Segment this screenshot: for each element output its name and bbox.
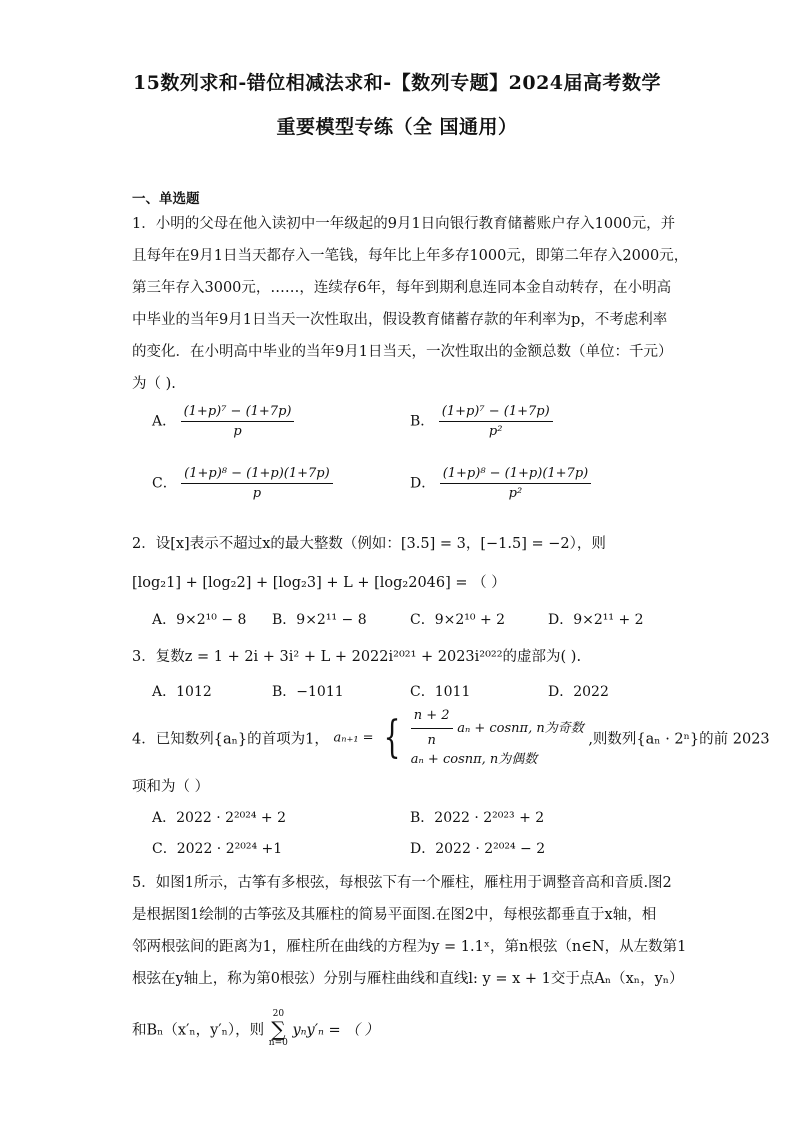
option-text: 2022 · 2²⁰²³ + 2: [434, 810, 545, 826]
option-text: 9×2¹⁰ + 2: [434, 612, 506, 628]
option-text: −1011: [296, 684, 344, 700]
q3-option-d[interactable]: [548, 681, 609, 701]
left-brace-icon: {: [383, 711, 401, 763]
option-label: C．: [410, 612, 435, 628]
q3-option-c[interactable]: [410, 681, 470, 701]
q4-recurrence-lhs: aₙ₊₁ =: [333, 730, 374, 746]
q2-option-b[interactable]: [272, 609, 367, 629]
fraction-numerator: (1+p)⁸ − (1+p)(1+7p): [440, 466, 592, 484]
fraction-denominator: p²: [488, 424, 503, 439]
option-label: C．: [152, 841, 177, 857]
q4-option-a[interactable]: [152, 807, 286, 827]
option-text: 1011: [434, 684, 471, 700]
sum-upper-limit: 20: [272, 1009, 285, 1019]
option-text: 2022: [573, 684, 609, 700]
option-label: A．: [152, 413, 177, 430]
q4-option-c[interactable]: [152, 838, 282, 858]
case-odd-text: aₙ + cosnπ, n为奇数: [457, 721, 584, 736]
option-label: D．: [548, 684, 574, 700]
q1-option-c[interactable]: [152, 466, 333, 501]
q1-line-1: 1．小明的父母在他入读初中一年级起的9月1日向银行教育储蓄账户存入1000元，并: [132, 216, 676, 232]
fraction-denominator: p: [252, 486, 262, 501]
fraction-denominator: p: [233, 424, 242, 439]
option-text: 9×2¹¹ − 8: [296, 612, 367, 628]
fraction-numerator: n + 2: [411, 706, 453, 729]
q4-suffix: ,则数列{aₙ · 2ⁿ}的前 2023: [588, 731, 770, 748]
section-heading: 一、单选题: [132, 191, 200, 207]
fraction-denominator: n: [427, 732, 436, 748]
option-label: D．: [548, 612, 574, 628]
summation-icon: [269, 1010, 288, 1048]
q2-line-1: 2．设[x]表示不超过x的最大整数（例如：[3.5] = 3，[−1.5] = −2），则: [132, 536, 606, 552]
option-label: D．: [410, 475, 436, 492]
q2-option-d[interactable]: [548, 609, 644, 629]
q1-option-b[interactable]: [410, 404, 553, 439]
q5-line-2: 是根据图1绘制的古筝弦及其雁柱的简易平面图.在图2中，每根弦都垂直于x轴，相: [132, 907, 657, 923]
fraction-denominator: p²: [508, 486, 523, 501]
option-text: 2022 · 2²⁰²⁴ − 2: [435, 841, 546, 857]
option-fraction: [440, 466, 592, 501]
q1-line-6: 为（ ).: [132, 376, 176, 392]
q1-option-a[interactable]: [152, 404, 294, 439]
q4-option-b[interactable]: [410, 807, 544, 827]
option-label: A．: [152, 612, 177, 628]
q2-option-a[interactable]: [152, 609, 246, 629]
option-label: D．: [410, 841, 436, 857]
q4-line-2: 项和为（ ）: [132, 779, 210, 795]
option-label: C．: [410, 684, 435, 700]
option-fraction: [181, 466, 333, 501]
q2-line-2: [log₂1] + [log₂2] + [log₂3] + L + [log₂2046] = （ ）: [132, 575, 506, 591]
q5-line-4: 根弦在y轴上，称为第0根弦）分别与雁柱曲线和直线l: y = x + 1交于点Aₙ（xₙ，yₙ）: [132, 971, 684, 987]
option-text: 2022 · 2²⁰²⁴ +1: [176, 841, 283, 857]
option-fraction: [181, 404, 295, 439]
page-title-line1: 15数列求和-错位相减法求和-【数列专题】2024届高考数学: [132, 72, 662, 94]
q4-case-odd: [411, 706, 584, 750]
q4-case-even: aₙ + cosnπ, n为偶数: [410, 752, 538, 767]
q5-last-prefix: 和Bₙ（x′ₙ，y′ₙ），则: [132, 1022, 265, 1039]
q3-option-b[interactable]: [272, 681, 344, 701]
q5-line-3: 邻两根弦间的距离为1，雁柱所在曲线的方程为y = 1.1ˣ，第n根弦（n∈N，从左数第1: [132, 939, 687, 955]
q1-line-4: 中毕业的当年9月1日当天一次性取出，假设教育储蓄存款的年利率为p，不考虑利率: [132, 312, 668, 328]
fraction-numerator: (1+p)⁷ − (1+7p): [181, 404, 295, 422]
option-label: B．: [272, 684, 297, 700]
q2-option-c[interactable]: [410, 609, 505, 629]
fraction-numerator: (1+p)⁸ − (1+p)(1+7p): [181, 466, 333, 484]
q1-line-5: 的变化．在小明高中毕业的当年9月1日当天，一次性取出的金额总数（单位：千元）: [132, 344, 673, 360]
q3-option-a[interactable]: [152, 681, 212, 701]
q5-last-suffix: yₙy′ₙ = （ ）: [292, 1022, 379, 1039]
sum-lower-limit: n=0: [268, 1038, 288, 1048]
q1-line-2: 且每年在9月1日当天都存入一笔钱，每年比上年多存1000元，即第二年存入2000元，: [132, 248, 689, 264]
option-label: A．: [152, 684, 177, 700]
q1-option-d[interactable]: [410, 466, 591, 501]
page-title-line2: 重要模型专练（全 国通用）: [276, 116, 518, 138]
q5-line-1: 5．如图1所示，古筝有多根弦，每根弦下有一个雁柱，雁柱用于调整音高和音质.图2: [132, 875, 672, 891]
option-label: A．: [152, 810, 177, 826]
option-text: 1012: [176, 684, 212, 700]
option-text: 2022 · 2²⁰²⁴ + 2: [176, 810, 286, 826]
q4-line-1: [132, 706, 770, 770]
option-label: C．: [152, 475, 177, 492]
sigma-icon: ∑: [271, 1017, 286, 1041]
option-text: 9×2¹¹ + 2: [573, 612, 644, 628]
q4-prefix: 4．已知数列{aₙ}的首项为1，: [132, 731, 329, 748]
option-fraction: [439, 404, 553, 439]
q4-option-d[interactable]: [410, 838, 545, 858]
case-fraction: [411, 706, 453, 750]
q4-piecewise: [411, 706, 584, 770]
q3-line-1: 3．复数z = 1 + 2i + 3i² + L + 2022i²⁰²¹ + 2023i²⁰²²的虚部为( ).: [132, 649, 582, 665]
q5-line-5: [132, 1010, 379, 1048]
fraction-numerator: (1+p)⁷ − (1+7p): [439, 404, 553, 422]
option-label: B．: [410, 810, 435, 826]
q1-line-3: 第三年存入3000元，……，连续存6年，每年到期利息连同本金自动转存，在小明高: [132, 280, 672, 296]
option-label: B．: [272, 612, 297, 628]
option-label: B．: [410, 413, 435, 430]
option-text: 9×2¹⁰ − 8: [176, 612, 247, 628]
